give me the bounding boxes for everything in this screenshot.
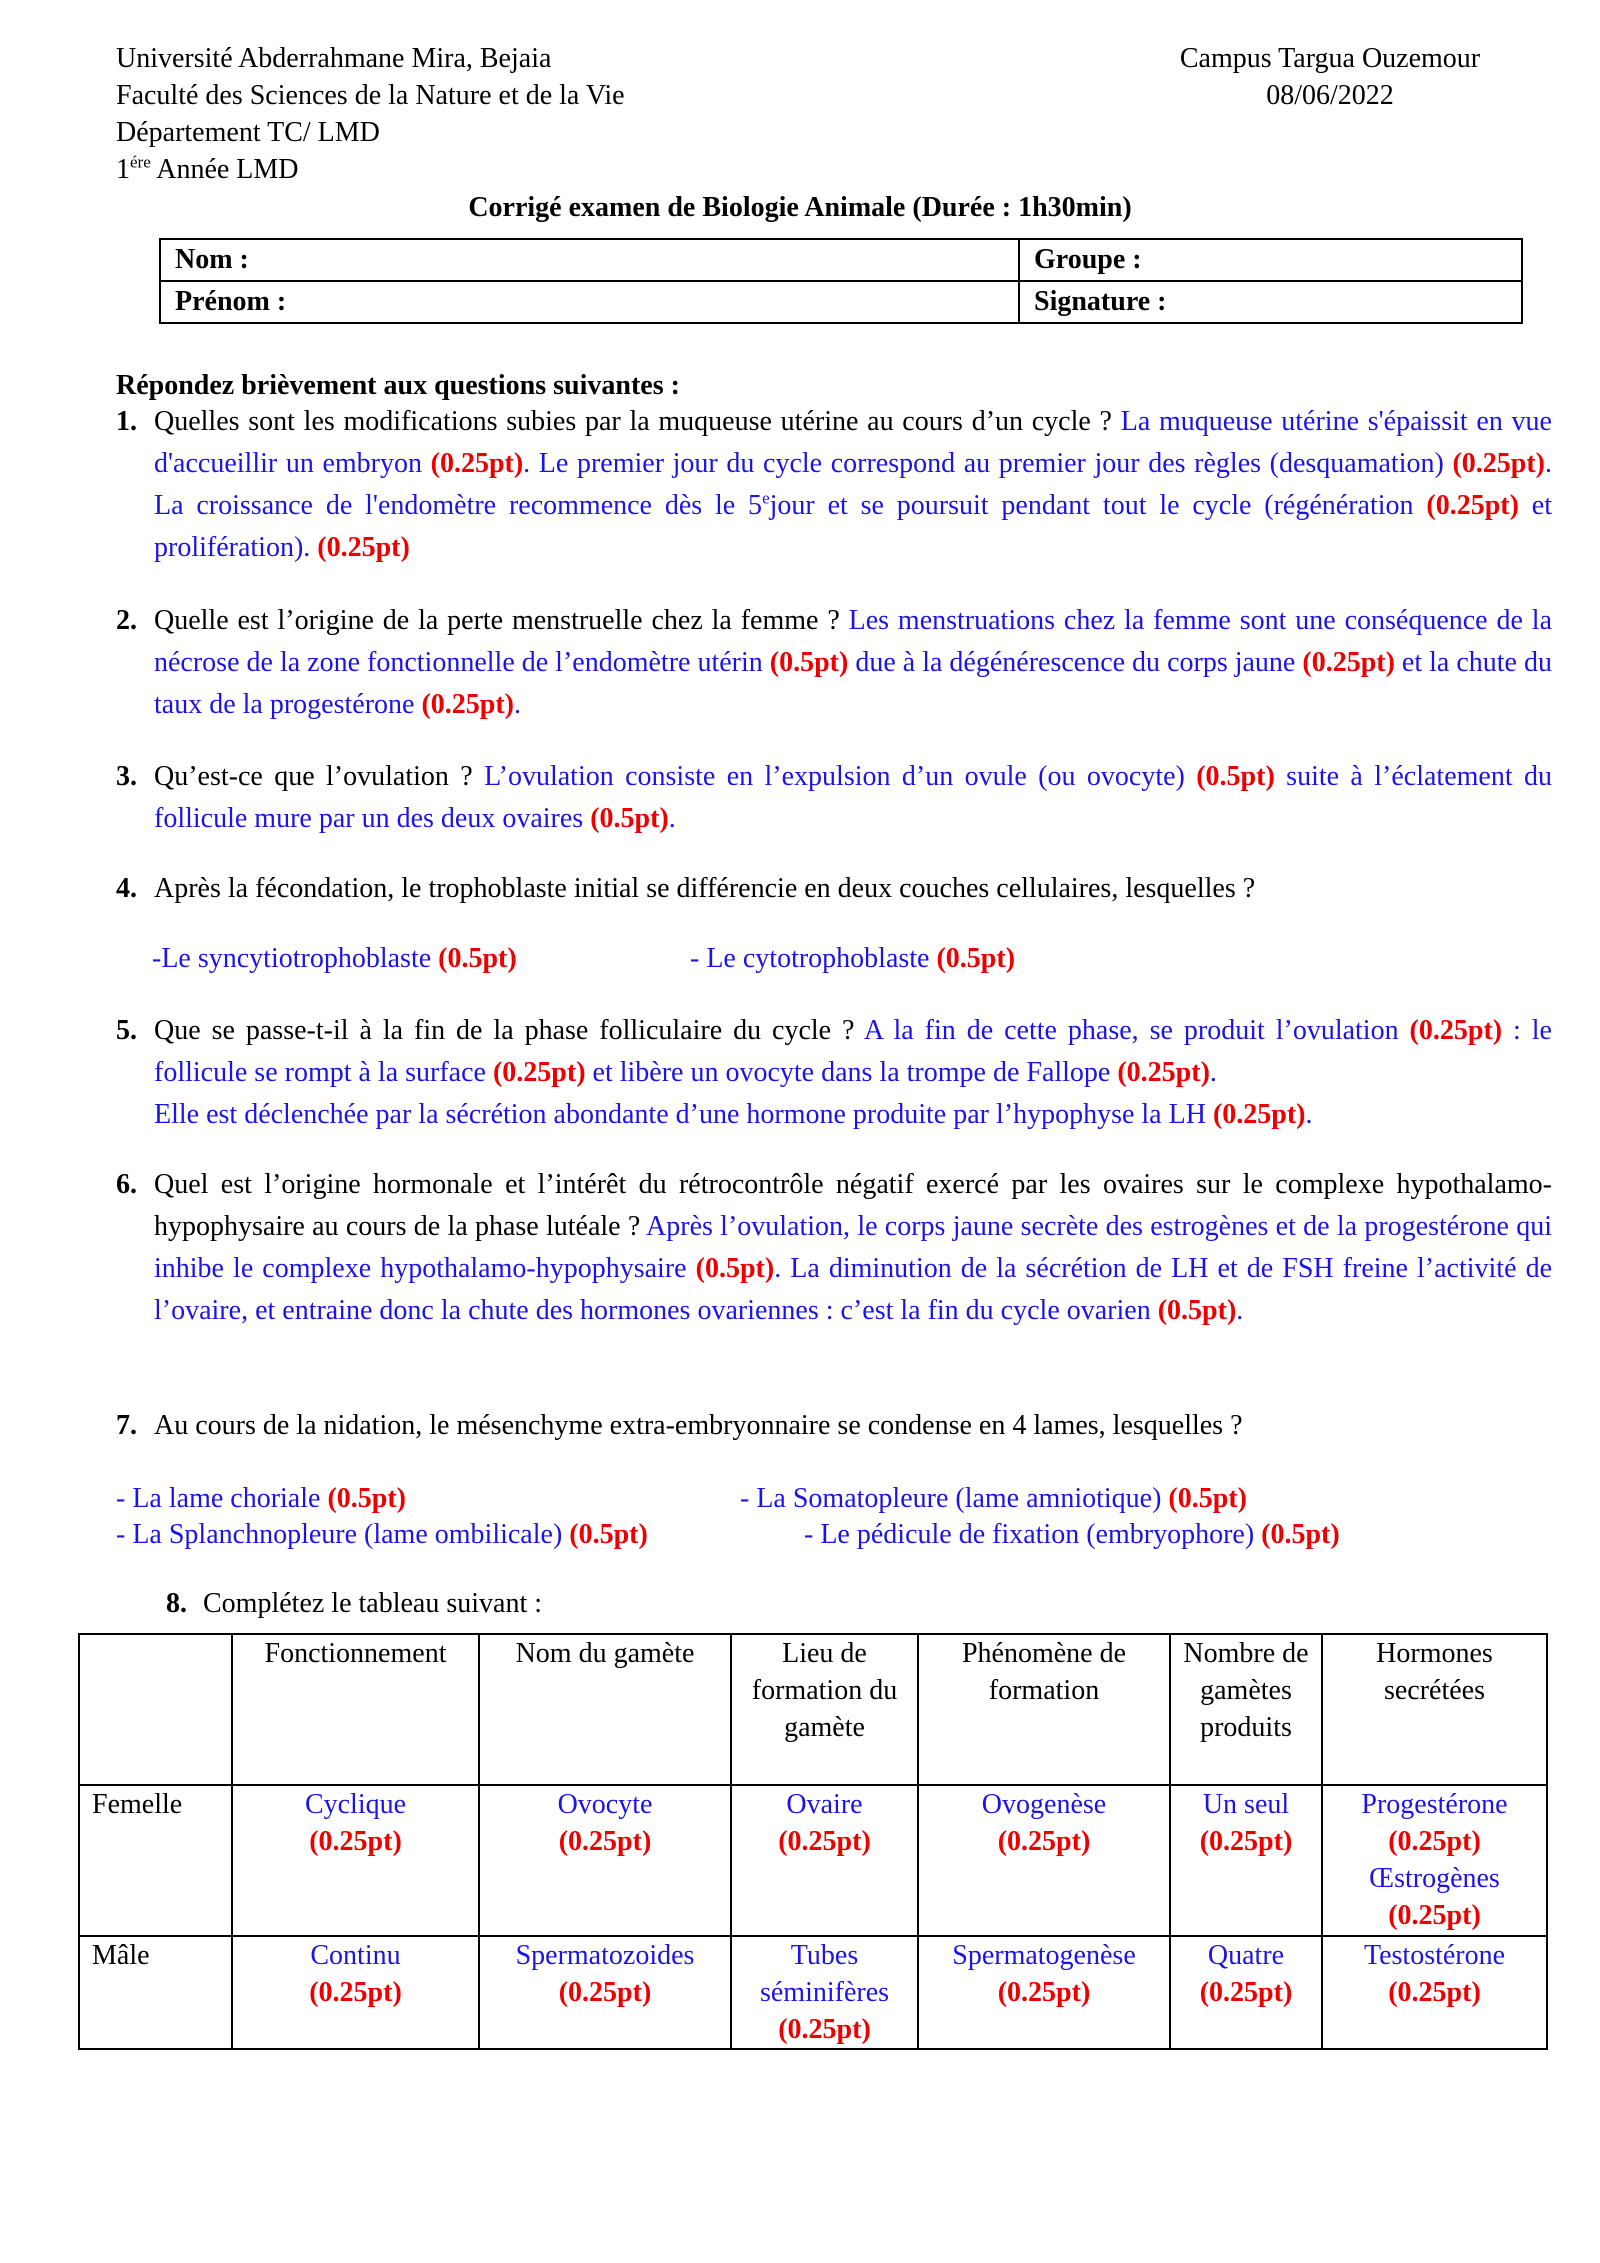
page-title: Corrigé examen de Biologie Animale (Durée : 1h30min) [468,192,1132,223]
department-name: Département TC/ LMD [116,117,380,148]
table-cell: Spermatozoides (0.25pt) [479,1936,731,2049]
question-5 [116,1010,1552,1136]
question-5-body-end: Elle est déclenchée par la sécrétion abondante d’une hormone produite par l’hypophyse la LH (0.25pt). [154,1099,1313,1130]
question-7 [116,1405,1552,1447]
instruction-heading: Répondez brièvement aux questions suivantes : [116,370,680,401]
nom-field[interactable]: Nom : [160,239,1019,281]
faculty-name: Faculté des Sciences de la Nature et de la Vie [116,80,625,111]
table-header: Lieu de formation du gamète [731,1634,918,1785]
question-8 [166,1583,542,1625]
question-text: Après la fécondation, le trophoblaste initial se différencie en deux couches cellulaires, lesquelles ? [154,873,1256,904]
table-cell: Ovaire (0.25pt) [731,1785,918,1936]
question-text: Complétez le tableau suivant : [203,1588,543,1619]
table-header: Nom du gamète [479,1634,731,1785]
answer-q4-1: -Le syncytiotrophoblaste (0.5pt) [152,943,517,974]
question-text: Que se passe-t-il à la fin de la phase folliculaire du cycle ? [154,1015,864,1046]
table-header: Phénomène de formation [918,1634,1170,1785]
table-header-row [79,1634,1547,1785]
answer-q7-2: - La Somatopleure (lame amniotique) (0.5pt) [740,1483,1247,1514]
question-1-body: Quelles sont les modifications subies par la muqueuse utérine au cours d’un cycle ? La muqueuse utérine s'épaissit en vue d'accueillir un embryon (0.25pt). Le premier jour du cycle correspond au premier jour des règles (desquamation) (0.25pt). La croissance de l'endomètre recommence dès le 5ejour et se poursuit pendant tout le cycle (régénération (0.25pt) et prolifération). (0.25pt) [154,406,1552,563]
question-3-body: Qu’est-ce que l’ovulation ? L’ovulation consiste en l’expulsion d’un ovule (ou ovocyte) (0.5pt) suite à l’éclatement du follicule mure par un des deux ovaires (0.5pt). [154,761,1552,834]
table-row [79,1936,1547,2049]
table-cell: Un seul (0.25pt) [1170,1785,1322,1936]
header-institution [116,40,816,188]
question-number: 7. [116,1410,137,1441]
header-campus-date [1120,40,1540,114]
academic-year: $1^{ére}$ Année LMD [116,152,299,185]
question-2-body: Quelle est l’origine de la perte menstruelle chez la femme ? Les menstruations chez la femme sont une conséquence de la nécrose de la zone fonctionnelle de l’endomètre utérin (0.5pt) due à la dégénérescence du corps jaune (0.25pt) et la chute du taux de la progestérone (0.25pt). [154,605,1552,720]
table-cell: Ovogenèse (0.25pt) [918,1785,1170,1936]
question-text: Quelles sont les modifications subies par la muqueuse utérine au cours d’un cycle ? [154,406,1121,437]
answer-q7-4: - Le pédicule de fixation (embryophore) (0.5pt) [804,1519,1340,1550]
question-number: 4. [116,873,137,904]
answer-q4-2: - Le cytotrophoblaste (0.5pt) [690,943,1016,974]
student-id-table [159,238,1523,324]
question-number: 6. [116,1169,137,1200]
table-cell: Progestérone (0.25pt) Œstrogènes (0.25pt) [1322,1785,1547,1936]
question-5-body: Que se passe-t-il à la fin de la phase folliculaire du cycle ? A la fin de cette phase, se produit l’ovulation (0.25pt) : le follicule se rompt à la surface (0.25pt) et libère un ovocyte dans la trompe de Fallope (0.25pt). [154,1015,1552,1088]
table-cell: Testostérone (0.25pt) [1322,1936,1547,2049]
table-header: Nombre de gamètes produits [1170,1634,1322,1785]
exam-date: 08/06/2022 [1266,80,1394,111]
table-cell: Tubes séminifères (0.25pt) [731,1936,918,2049]
question-1 [116,401,1552,569]
question-number: 2. [116,605,137,636]
question-4 [116,868,1552,910]
table-cell: Continu (0.25pt) [232,1936,479,2049]
comparison-table [78,1633,1548,2050]
question-number: 1. [116,406,137,437]
table-header: Fonctionnement [232,1634,479,1785]
university-name: Université Abderrahmane Mira, Bejaia [116,43,552,74]
question-text: Quelle est l’origine de la perte menstruelle chez la femme ? [154,605,849,636]
signature-field[interactable]: Signature : [1019,281,1522,323]
campus-name: Campus Targua Ouzemour [1179,43,1481,74]
table-cell: Quatre (0.25pt) [1170,1936,1322,2049]
row-label: Mâle [79,1936,232,2049]
answer-q7-3: - La Splanchnopleure (lame ombilicale) (0.5pt) [116,1519,648,1550]
question-text: Qu’est-ce que l’ovulation ? [154,761,485,792]
table-cell: Spermatogenèse (0.25pt) [918,1936,1170,2049]
question-6-body: Quel est l’origine hormonale et l’intérêt du rétrocontrôle négatif exercé par les ovaires sur le complexe hypothalamo-hypophysaire au cours de la phase lutéale ? Après l’ovulation, le corps jaune secrète des estrogènes et de la progestérone qui inhibe le complexe hypothalamo-hypophysaire (0.5pt). La diminution de la sécrétion de LH et de FSH freine l’activité de l’ovaire, et entraine donc la chute des hormones ovariennes : c’est la fin du cycle ovarien (0.5pt). [154,1169,1553,1326]
answer-q7-1: - La lame choriale (0.5pt) [116,1483,406,1514]
question-3 [116,756,1552,840]
question-number: 3. [116,761,137,792]
question-2 [116,600,1552,726]
row-label: Femelle [79,1785,232,1936]
groupe-field[interactable]: Groupe : [1019,239,1522,281]
question-number: 5. [116,1015,137,1046]
question-text: Quel est l’origine hormonale et l’intérêt du rétrocontrôle négatif exercé par les ovaires sur le complexe hypothalamo-hypophysaire au cours de la phase lutéale ? [154,1169,1552,1242]
question-6 [116,1164,1552,1332]
table-header: Hormones secrétées [1322,1634,1547,1785]
table-header [79,1634,232,1785]
prenom-field[interactable]: Prénom : [160,281,1019,323]
question-number: 8. [166,1588,187,1619]
question-text: Au cours de la nidation, le mésenchyme extra-embryonnaire se condense en 4 lames, lesquelles ? [154,1410,1243,1441]
table-cell: Cyclique (0.25pt) [232,1785,479,1936]
table-row [79,1785,1547,1936]
table-cell: Ovocyte (0.25pt) [479,1785,731,1936]
